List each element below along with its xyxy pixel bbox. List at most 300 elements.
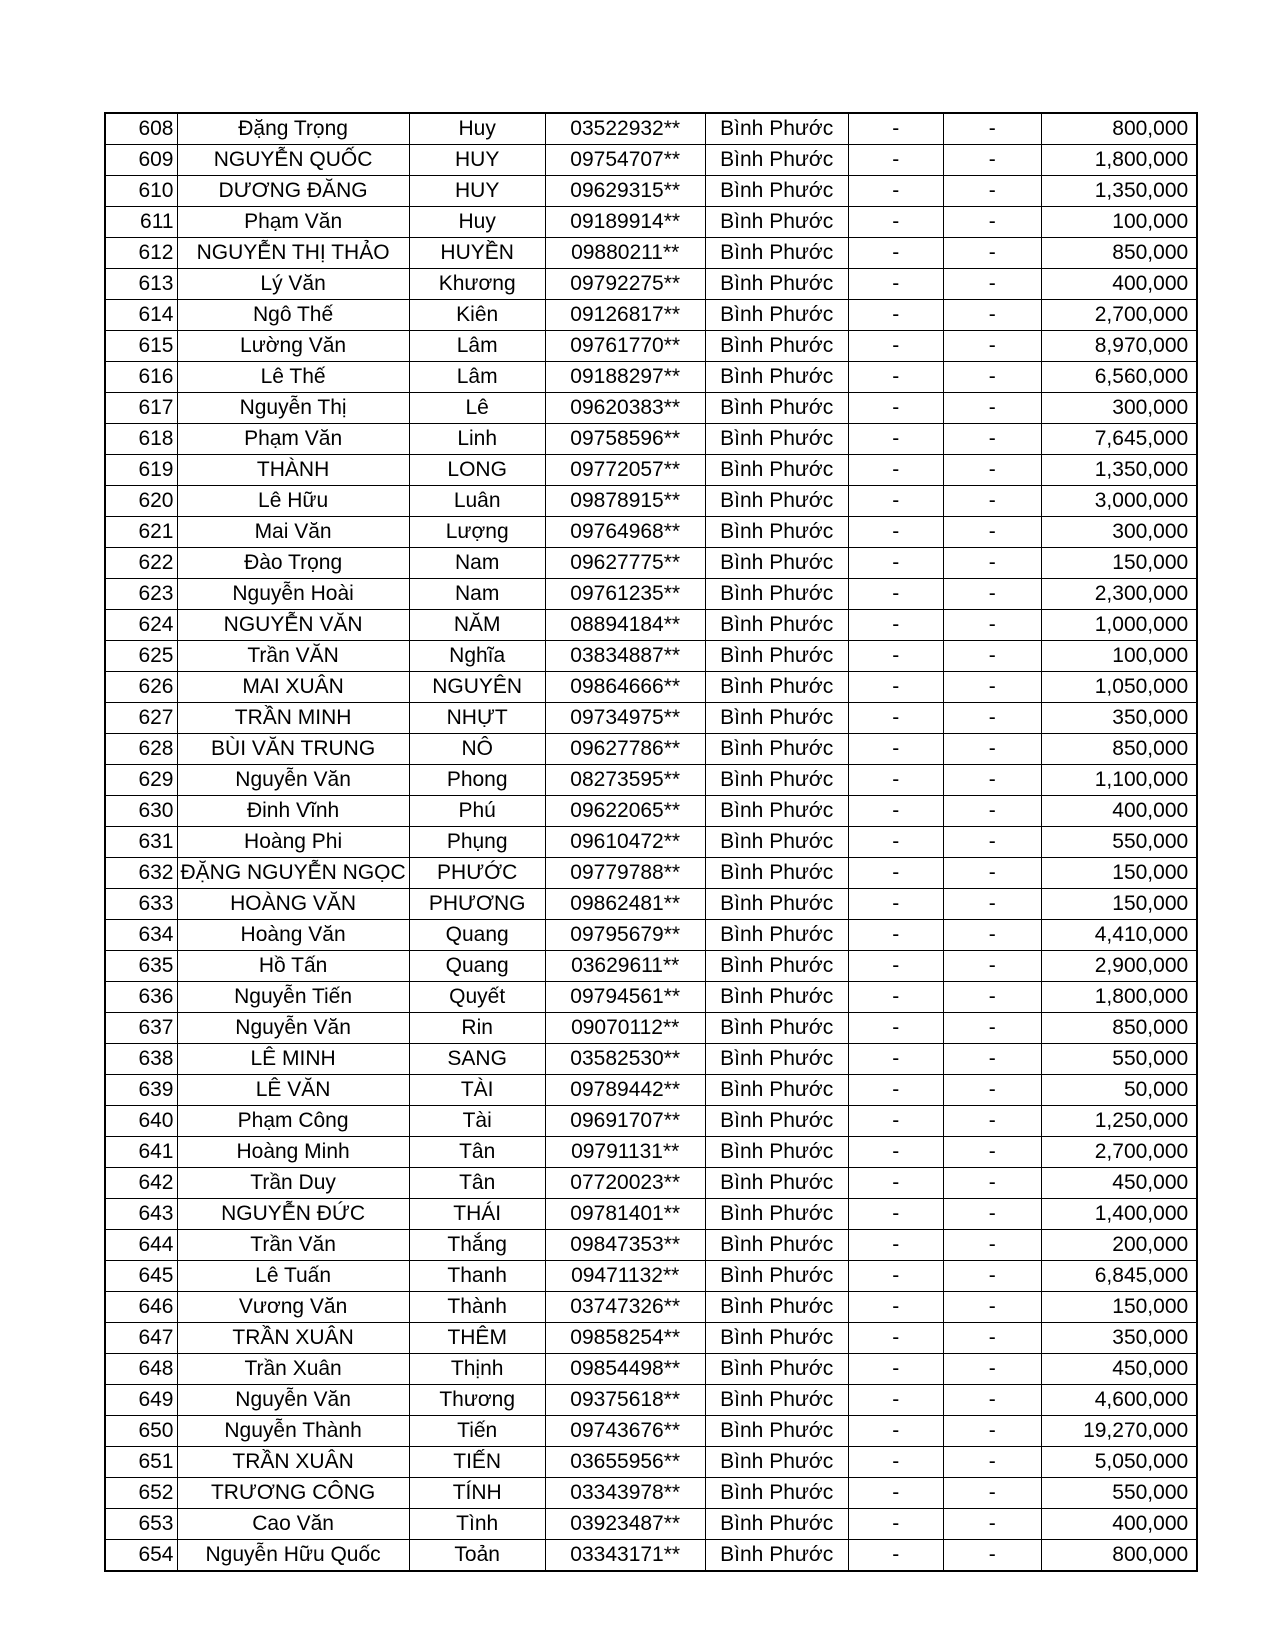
row-number-cell: 610 bbox=[105, 176, 177, 207]
dash-cell: - bbox=[943, 1168, 1041, 1199]
province-cell: Bình Phước bbox=[705, 1075, 848, 1106]
dash-cell: - bbox=[848, 269, 943, 300]
given-name-cell: HUYỀN bbox=[409, 238, 545, 269]
province-cell: Bình Phước bbox=[705, 1292, 848, 1323]
dash-cell: - bbox=[943, 300, 1041, 331]
table-row bbox=[105, 889, 1197, 920]
province-cell: Bình Phước bbox=[705, 176, 848, 207]
phone-cell: 09620383** bbox=[545, 393, 705, 424]
dash-cell: - bbox=[943, 672, 1041, 703]
table-row bbox=[105, 207, 1197, 238]
row-number-cell: 634 bbox=[105, 920, 177, 951]
family-name-cell: Phạm Văn bbox=[177, 424, 409, 455]
phone-cell: 09864666** bbox=[545, 672, 705, 703]
table-row bbox=[105, 1106, 1197, 1137]
dash-cell: - bbox=[848, 734, 943, 765]
given-name-cell: Phụng bbox=[409, 827, 545, 858]
family-name-cell: NGUYỄN ĐỨC bbox=[177, 1199, 409, 1230]
province-cell: Bình Phước bbox=[705, 1013, 848, 1044]
dash-cell: - bbox=[943, 548, 1041, 579]
family-name-cell: Nguyễn Hữu Quốc bbox=[177, 1540, 409, 1572]
family-name-cell: ĐẶNG NGUYỄN NGỌC bbox=[177, 858, 409, 889]
table-row bbox=[105, 1354, 1197, 1385]
phone-cell: 09622065** bbox=[545, 796, 705, 827]
given-name-cell: Quang bbox=[409, 920, 545, 951]
amount-cell: 350,000 bbox=[1041, 703, 1197, 734]
amount-cell: 1,350,000 bbox=[1041, 455, 1197, 486]
given-name-cell: Tiến bbox=[409, 1416, 545, 1447]
dash-cell: - bbox=[848, 1292, 943, 1323]
dash-cell: - bbox=[848, 1230, 943, 1261]
row-number-cell: 633 bbox=[105, 889, 177, 920]
phone-cell: 03747326** bbox=[545, 1292, 705, 1323]
row-number-cell: 651 bbox=[105, 1447, 177, 1478]
province-cell: Bình Phước bbox=[705, 796, 848, 827]
dash-cell: - bbox=[848, 176, 943, 207]
amount-cell: 150,000 bbox=[1041, 889, 1197, 920]
dash-cell: - bbox=[848, 827, 943, 858]
row-number-cell: 630 bbox=[105, 796, 177, 827]
dash-cell: - bbox=[848, 1416, 943, 1447]
amount-cell: 850,000 bbox=[1041, 1013, 1197, 1044]
family-name-cell: TRẦN XUÂN bbox=[177, 1323, 409, 1354]
dash-cell: - bbox=[848, 1168, 943, 1199]
amount-cell: 50,000 bbox=[1041, 1075, 1197, 1106]
row-number-cell: 612 bbox=[105, 238, 177, 269]
given-name-cell: Tân bbox=[409, 1168, 545, 1199]
dash-cell: - bbox=[943, 1416, 1041, 1447]
table-row bbox=[105, 1447, 1197, 1478]
given-name-cell: TÍNH bbox=[409, 1478, 545, 1509]
dash-cell: - bbox=[848, 362, 943, 393]
amount-cell: 350,000 bbox=[1041, 1323, 1197, 1354]
amount-cell: 1,100,000 bbox=[1041, 765, 1197, 796]
amount-cell: 2,700,000 bbox=[1041, 300, 1197, 331]
given-name-cell: THÁI bbox=[409, 1199, 545, 1230]
family-name-cell: Nguyễn Văn bbox=[177, 765, 409, 796]
province-cell: Bình Phước bbox=[705, 548, 848, 579]
phone-cell: 09847353** bbox=[545, 1230, 705, 1261]
amount-cell: 400,000 bbox=[1041, 1509, 1197, 1540]
family-name-cell: TRƯƠNG CÔNG bbox=[177, 1478, 409, 1509]
amount-cell: 2,900,000 bbox=[1041, 951, 1197, 982]
family-name-cell: Đặng Trọng bbox=[177, 113, 409, 145]
amount-cell: 3,000,000 bbox=[1041, 486, 1197, 517]
table-row bbox=[105, 362, 1197, 393]
family-name-cell: Lý Văn bbox=[177, 269, 409, 300]
dash-cell: - bbox=[943, 1044, 1041, 1075]
table-row bbox=[105, 486, 1197, 517]
row-number-cell: 624 bbox=[105, 610, 177, 641]
dash-cell: - bbox=[943, 238, 1041, 269]
table-row bbox=[105, 951, 1197, 982]
phone-cell: 09610472** bbox=[545, 827, 705, 858]
table-row bbox=[105, 1385, 1197, 1416]
amount-cell: 2,300,000 bbox=[1041, 579, 1197, 610]
table-row bbox=[105, 176, 1197, 207]
amount-cell: 100,000 bbox=[1041, 641, 1197, 672]
row-number-cell: 611 bbox=[105, 207, 177, 238]
dash-cell: - bbox=[848, 1044, 943, 1075]
row-number-cell: 652 bbox=[105, 1478, 177, 1509]
phone-cell: 09791131** bbox=[545, 1137, 705, 1168]
phone-cell: 08894184** bbox=[545, 610, 705, 641]
phone-cell: 09862481** bbox=[545, 889, 705, 920]
row-number-cell: 654 bbox=[105, 1540, 177, 1572]
row-number-cell: 616 bbox=[105, 362, 177, 393]
family-name-cell: Đinh Vĩnh bbox=[177, 796, 409, 827]
table-row bbox=[105, 1230, 1197, 1261]
table-row bbox=[105, 1013, 1197, 1044]
table-row bbox=[105, 734, 1197, 765]
amount-cell: 400,000 bbox=[1041, 269, 1197, 300]
dash-cell: - bbox=[848, 1478, 943, 1509]
given-name-cell: Nam bbox=[409, 548, 545, 579]
given-name-cell: THÊM bbox=[409, 1323, 545, 1354]
row-number-cell: 647 bbox=[105, 1323, 177, 1354]
table-row bbox=[105, 1323, 1197, 1354]
phone-cell: 09781401** bbox=[545, 1199, 705, 1230]
province-cell: Bình Phước bbox=[705, 765, 848, 796]
province-cell: Bình Phước bbox=[705, 145, 848, 176]
given-name-cell: Huy bbox=[409, 207, 545, 238]
row-number-cell: 641 bbox=[105, 1137, 177, 1168]
amount-cell: 150,000 bbox=[1041, 1292, 1197, 1323]
phone-cell: 09375618** bbox=[545, 1385, 705, 1416]
dash-cell: - bbox=[943, 1137, 1041, 1168]
family-name-cell: Lường Văn bbox=[177, 331, 409, 362]
dash-cell: - bbox=[848, 579, 943, 610]
province-cell: Bình Phước bbox=[705, 1478, 848, 1509]
row-number-cell: 626 bbox=[105, 672, 177, 703]
dash-cell: - bbox=[848, 951, 943, 982]
dash-cell: - bbox=[848, 982, 943, 1013]
amount-cell: 300,000 bbox=[1041, 393, 1197, 424]
dash-cell: - bbox=[943, 1354, 1041, 1385]
row-number-cell: 643 bbox=[105, 1199, 177, 1230]
row-number-cell: 615 bbox=[105, 331, 177, 362]
amount-cell: 300,000 bbox=[1041, 517, 1197, 548]
dash-cell: - bbox=[848, 796, 943, 827]
phone-cell: 09734975** bbox=[545, 703, 705, 734]
province-cell: Bình Phước bbox=[705, 1044, 848, 1075]
table-row bbox=[105, 300, 1197, 331]
given-name-cell: Lượng bbox=[409, 517, 545, 548]
dash-cell: - bbox=[943, 610, 1041, 641]
given-name-cell: Lâm bbox=[409, 362, 545, 393]
province-cell: Bình Phước bbox=[705, 424, 848, 455]
table-row bbox=[105, 982, 1197, 1013]
family-name-cell: Phạm Văn bbox=[177, 207, 409, 238]
amount-cell: 550,000 bbox=[1041, 827, 1197, 858]
table-row bbox=[105, 1137, 1197, 1168]
dash-cell: - bbox=[943, 858, 1041, 889]
given-name-cell: Toản bbox=[409, 1540, 545, 1572]
province-cell: Bình Phước bbox=[705, 610, 848, 641]
phone-cell: 09758596** bbox=[545, 424, 705, 455]
given-name-cell: Thương bbox=[409, 1385, 545, 1416]
phone-cell: 09858254** bbox=[545, 1323, 705, 1354]
dash-cell: - bbox=[943, 1013, 1041, 1044]
dash-cell: - bbox=[848, 1509, 943, 1540]
phone-cell: 09126817** bbox=[545, 300, 705, 331]
given-name-cell: Luân bbox=[409, 486, 545, 517]
given-name-cell: PHƯƠNG bbox=[409, 889, 545, 920]
family-name-cell: HOÀNG VĂN bbox=[177, 889, 409, 920]
row-number-cell: 642 bbox=[105, 1168, 177, 1199]
amount-cell: 450,000 bbox=[1041, 1354, 1197, 1385]
dash-cell: - bbox=[943, 331, 1041, 362]
family-name-cell: Nguyễn Tiến bbox=[177, 982, 409, 1013]
amount-cell: 550,000 bbox=[1041, 1044, 1197, 1075]
dash-cell: - bbox=[943, 1447, 1041, 1478]
table-row bbox=[105, 517, 1197, 548]
phone-cell: 08273595** bbox=[545, 765, 705, 796]
family-name-cell: Trần Duy bbox=[177, 1168, 409, 1199]
table-row bbox=[105, 1509, 1197, 1540]
dash-cell: - bbox=[943, 176, 1041, 207]
family-name-cell: Nguyễn Hoài bbox=[177, 579, 409, 610]
province-cell: Bình Phước bbox=[705, 486, 848, 517]
row-number-cell: 628 bbox=[105, 734, 177, 765]
family-name-cell: Lê Tuấn bbox=[177, 1261, 409, 1292]
province-cell: Bình Phước bbox=[705, 1106, 848, 1137]
amount-cell: 1,000,000 bbox=[1041, 610, 1197, 641]
phone-cell: 03343978** bbox=[545, 1478, 705, 1509]
amount-cell: 1,400,000 bbox=[1041, 1199, 1197, 1230]
province-cell: Bình Phước bbox=[705, 1199, 848, 1230]
row-number-cell: 629 bbox=[105, 765, 177, 796]
row-number-cell: 632 bbox=[105, 858, 177, 889]
family-name-cell: Đào Trọng bbox=[177, 548, 409, 579]
family-name-cell: Nguyễn Thành bbox=[177, 1416, 409, 1447]
table-row bbox=[105, 920, 1197, 951]
row-number-cell: 644 bbox=[105, 1230, 177, 1261]
row-number-cell: 619 bbox=[105, 455, 177, 486]
dash-cell: - bbox=[848, 1323, 943, 1354]
dash-cell: - bbox=[943, 982, 1041, 1013]
province-cell: Bình Phước bbox=[705, 951, 848, 982]
amount-cell: 7,645,000 bbox=[1041, 424, 1197, 455]
row-number-cell: 609 bbox=[105, 145, 177, 176]
row-number-cell: 623 bbox=[105, 579, 177, 610]
amount-cell: 550,000 bbox=[1041, 1478, 1197, 1509]
dash-cell: - bbox=[848, 1013, 943, 1044]
province-cell: Bình Phước bbox=[705, 579, 848, 610]
table-row bbox=[105, 827, 1197, 858]
given-name-cell: Thắng bbox=[409, 1230, 545, 1261]
dash-cell: - bbox=[848, 455, 943, 486]
dash-cell: - bbox=[848, 145, 943, 176]
dash-cell: - bbox=[848, 1385, 943, 1416]
dash-cell: - bbox=[848, 207, 943, 238]
family-name-cell: Hoàng Minh bbox=[177, 1137, 409, 1168]
phone-cell: 09880211** bbox=[545, 238, 705, 269]
province-cell: Bình Phước bbox=[705, 331, 848, 362]
row-number-cell: 613 bbox=[105, 269, 177, 300]
province-cell: Bình Phước bbox=[705, 300, 848, 331]
dash-cell: - bbox=[848, 858, 943, 889]
row-number-cell: 639 bbox=[105, 1075, 177, 1106]
province-cell: Bình Phước bbox=[705, 641, 848, 672]
dash-cell: - bbox=[943, 1292, 1041, 1323]
family-name-cell: Trần VĂN bbox=[177, 641, 409, 672]
province-cell: Bình Phước bbox=[705, 362, 848, 393]
province-cell: Bình Phước bbox=[705, 703, 848, 734]
dash-cell: - bbox=[848, 610, 943, 641]
table-body bbox=[105, 113, 1197, 1571]
family-name-cell: MAI XUÂN bbox=[177, 672, 409, 703]
given-name-cell: Lê bbox=[409, 393, 545, 424]
amount-cell: 2,700,000 bbox=[1041, 1137, 1197, 1168]
dash-cell: - bbox=[943, 796, 1041, 827]
given-name-cell: Huy bbox=[409, 113, 545, 145]
dash-cell: - bbox=[943, 1106, 1041, 1137]
province-cell: Bình Phước bbox=[705, 672, 848, 703]
given-name-cell: Linh bbox=[409, 424, 545, 455]
phone-cell: 09629315** bbox=[545, 176, 705, 207]
phone-cell: 03834887** bbox=[545, 641, 705, 672]
amount-cell: 1,800,000 bbox=[1041, 982, 1197, 1013]
table-row bbox=[105, 393, 1197, 424]
dash-cell: - bbox=[943, 1478, 1041, 1509]
given-name-cell: Thanh bbox=[409, 1261, 545, 1292]
province-cell: Bình Phước bbox=[705, 920, 848, 951]
province-cell: Bình Phước bbox=[705, 1230, 848, 1261]
given-name-cell: Nam bbox=[409, 579, 545, 610]
dash-cell: - bbox=[943, 362, 1041, 393]
dash-cell: - bbox=[943, 1199, 1041, 1230]
province-cell: Bình Phước bbox=[705, 1168, 848, 1199]
row-number-cell: 627 bbox=[105, 703, 177, 734]
family-name-cell: NGUYỄN THỊ THẢO bbox=[177, 238, 409, 269]
family-name-cell: Mai Văn bbox=[177, 517, 409, 548]
given-name-cell: PHƯỚC bbox=[409, 858, 545, 889]
data-table bbox=[104, 112, 1198, 1572]
amount-cell: 1,800,000 bbox=[1041, 145, 1197, 176]
dash-cell: - bbox=[848, 1354, 943, 1385]
given-name-cell: HUY bbox=[409, 145, 545, 176]
province-cell: Bình Phước bbox=[705, 1447, 848, 1478]
row-number-cell: 650 bbox=[105, 1416, 177, 1447]
table-row bbox=[105, 1044, 1197, 1075]
province-cell: Bình Phước bbox=[705, 982, 848, 1013]
phone-cell: 09795679** bbox=[545, 920, 705, 951]
phone-cell: 03582530** bbox=[545, 1044, 705, 1075]
dash-cell: - bbox=[943, 734, 1041, 765]
table-row bbox=[105, 1478, 1197, 1509]
table-row bbox=[105, 672, 1197, 703]
dash-cell: - bbox=[943, 1230, 1041, 1261]
dash-cell: - bbox=[848, 548, 943, 579]
row-number-cell: 622 bbox=[105, 548, 177, 579]
family-name-cell: Nguyễn Thị bbox=[177, 393, 409, 424]
table-row bbox=[105, 579, 1197, 610]
amount-cell: 4,600,000 bbox=[1041, 1385, 1197, 1416]
table-row bbox=[105, 1540, 1197, 1572]
row-number-cell: 648 bbox=[105, 1354, 177, 1385]
family-name-cell: BÙI VĂN TRUNG bbox=[177, 734, 409, 765]
province-cell: Bình Phước bbox=[705, 734, 848, 765]
amount-cell: 1,350,000 bbox=[1041, 176, 1197, 207]
dash-cell: - bbox=[943, 145, 1041, 176]
given-name-cell: Lâm bbox=[409, 331, 545, 362]
dash-cell: - bbox=[848, 1106, 943, 1137]
province-cell: Bình Phước bbox=[705, 207, 848, 238]
amount-cell: 150,000 bbox=[1041, 548, 1197, 579]
amount-cell: 100,000 bbox=[1041, 207, 1197, 238]
province-cell: Bình Phước bbox=[705, 238, 848, 269]
dash-cell: - bbox=[943, 1075, 1041, 1106]
province-cell: Bình Phước bbox=[705, 1354, 848, 1385]
phone-cell: 09627786** bbox=[545, 734, 705, 765]
row-number-cell: 608 bbox=[105, 113, 177, 145]
given-name-cell: Phong bbox=[409, 765, 545, 796]
dash-cell: - bbox=[943, 1509, 1041, 1540]
phone-cell: 09772057** bbox=[545, 455, 705, 486]
dash-cell: - bbox=[943, 641, 1041, 672]
dash-cell: - bbox=[848, 486, 943, 517]
given-name-cell: Kiên bbox=[409, 300, 545, 331]
row-number-cell: 637 bbox=[105, 1013, 177, 1044]
phone-cell: 09743676** bbox=[545, 1416, 705, 1447]
phone-cell: 09779788** bbox=[545, 858, 705, 889]
given-name-cell: HUY bbox=[409, 176, 545, 207]
given-name-cell: Quang bbox=[409, 951, 545, 982]
dash-cell: - bbox=[848, 238, 943, 269]
province-cell: Bình Phước bbox=[705, 827, 848, 858]
table-row bbox=[105, 796, 1197, 827]
row-number-cell: 625 bbox=[105, 641, 177, 672]
dash-cell: - bbox=[848, 641, 943, 672]
dash-cell: - bbox=[943, 269, 1041, 300]
dash-cell: - bbox=[943, 920, 1041, 951]
given-name-cell: NÔ bbox=[409, 734, 545, 765]
phone-cell: 09792275** bbox=[545, 269, 705, 300]
row-number-cell: 653 bbox=[105, 1509, 177, 1540]
phone-cell: 09878915** bbox=[545, 486, 705, 517]
row-number-cell: 645 bbox=[105, 1261, 177, 1292]
row-number-cell: 631 bbox=[105, 827, 177, 858]
dash-cell: - bbox=[943, 889, 1041, 920]
row-number-cell: 614 bbox=[105, 300, 177, 331]
dash-cell: - bbox=[848, 1137, 943, 1168]
dash-cell: - bbox=[848, 300, 943, 331]
dash-cell: - bbox=[848, 920, 943, 951]
dash-cell: - bbox=[848, 889, 943, 920]
row-number-cell: 638 bbox=[105, 1044, 177, 1075]
amount-cell: 6,560,000 bbox=[1041, 362, 1197, 393]
family-name-cell: DƯƠNG ĐĂNG bbox=[177, 176, 409, 207]
table-row bbox=[105, 113, 1197, 145]
province-cell: Bình Phước bbox=[705, 1416, 848, 1447]
table-row bbox=[105, 331, 1197, 362]
dash-cell: - bbox=[943, 455, 1041, 486]
family-name-cell: Vương Văn bbox=[177, 1292, 409, 1323]
family-name-cell: Trần Xuân bbox=[177, 1354, 409, 1385]
given-name-cell: Quyết bbox=[409, 982, 545, 1013]
phone-cell: 03629611** bbox=[545, 951, 705, 982]
dash-cell: - bbox=[848, 1261, 943, 1292]
dash-cell: - bbox=[848, 1447, 943, 1478]
phone-cell: 09691707** bbox=[545, 1106, 705, 1137]
table-row bbox=[105, 238, 1197, 269]
province-cell: Bình Phước bbox=[705, 269, 848, 300]
row-number-cell: 636 bbox=[105, 982, 177, 1013]
phone-cell: 03655956** bbox=[545, 1447, 705, 1478]
amount-cell: 850,000 bbox=[1041, 238, 1197, 269]
table-row bbox=[105, 858, 1197, 889]
